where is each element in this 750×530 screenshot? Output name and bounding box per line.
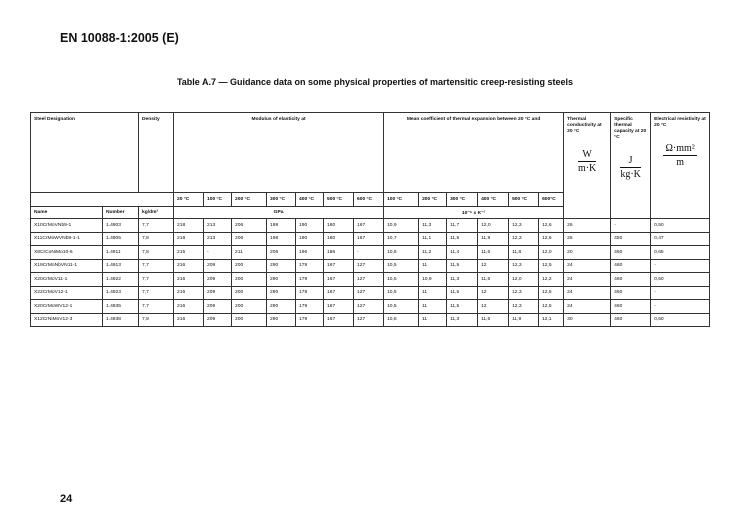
cell-specific-heat: 450 xyxy=(611,232,651,246)
modulus-temp: 100 °C xyxy=(204,193,232,207)
cell-density: 7,7 xyxy=(139,300,174,314)
cell-modulus: 179 xyxy=(296,300,324,314)
cell-modulus: 209 xyxy=(204,259,232,273)
cell-expansion: 12,1 xyxy=(539,313,564,327)
cell-modulus: 209 xyxy=(204,313,232,327)
cell-modulus: 127 xyxy=(354,313,384,327)
cell-modulus: 209 xyxy=(204,286,232,300)
modulus-temp: 500 °C xyxy=(324,193,354,207)
conductivity-unit-numerator: W xyxy=(578,149,596,162)
cell-conductivity: 24 xyxy=(564,273,611,287)
cell-expansion: 12,3 xyxy=(509,286,539,300)
modulus-temp: 400 °C xyxy=(296,193,324,207)
cell-expansion: 10,6 xyxy=(384,246,419,260)
header-name: Name xyxy=(31,207,103,219)
cell-modulus: 216 xyxy=(174,259,204,273)
expansion-temp: 200 °C xyxy=(419,193,447,207)
header-blank xyxy=(31,193,174,207)
cell-modulus: 196 xyxy=(296,246,324,260)
cell-expansion: 10,9 xyxy=(419,273,447,287)
cell-modulus: 218 xyxy=(174,232,204,246)
resistivity-unit-denominator: m xyxy=(676,157,684,168)
properties-table xyxy=(30,112,710,327)
header-thermal-conductivity-cell xyxy=(564,113,611,219)
header-density-unit: kg/dm³ xyxy=(139,207,174,219)
cell-name: X20CrMoWV12-1 xyxy=(31,300,103,314)
cell-modulus: 206 xyxy=(232,219,267,233)
cell-expansion: 12,0 xyxy=(509,273,539,287)
cell-conductivity: 20 xyxy=(564,246,611,260)
cell-number: 1.4913 xyxy=(103,259,139,273)
heat-unit-numerator: J xyxy=(620,155,641,168)
table-row xyxy=(31,300,710,314)
cell-modulus: 179 xyxy=(296,286,324,300)
cell-expansion: 10,7 xyxy=(384,232,419,246)
expansion-temp: 400 °C xyxy=(478,193,509,207)
cell-modulus: 213 xyxy=(204,232,232,246)
header-number: Number xyxy=(103,207,139,219)
header-modulus-unit: GPa xyxy=(174,207,384,219)
cell-expansion: 12,3 xyxy=(509,300,539,314)
cell-modulus: 216 xyxy=(174,273,204,287)
cell-number: 1.4935 xyxy=(103,300,139,314)
cell-number: 1.4911 xyxy=(103,246,139,260)
cell-specific-heat: 460 xyxy=(611,313,651,327)
cell-modulus: 179 xyxy=(296,273,324,287)
header-specific-heat-cell xyxy=(611,113,651,219)
cell-specific-heat: 460 xyxy=(611,273,651,287)
cell-modulus: 211 xyxy=(232,246,267,260)
cell-expansion: 11,5 xyxy=(447,300,478,314)
cell-expansion: 11,5 xyxy=(447,232,478,246)
cell-expansion: 11,8 xyxy=(509,246,539,260)
resistivity-unit-numerator: Ω·mm² xyxy=(665,143,695,154)
cell-number: 1.4923 xyxy=(103,286,139,300)
table-row xyxy=(31,286,710,300)
conductivity-unit-denominator: m·K xyxy=(577,163,597,174)
cell-density: 7,8 xyxy=(139,313,174,327)
cell-expansion: 11 xyxy=(419,286,447,300)
cell-modulus: 200 xyxy=(232,300,267,314)
cell-conductivity: 26 xyxy=(564,232,611,246)
resistivity-unit xyxy=(654,143,706,168)
cell-modulus: 167 xyxy=(354,219,384,233)
cell-expansion: 12,6 xyxy=(539,219,564,233)
cell-expansion: 11 xyxy=(419,259,447,273)
cell-expansion: 11,9 xyxy=(509,313,539,327)
cell-expansion: 12 xyxy=(478,286,509,300)
header-specific-heat: Specific thermal capacity at 20 °C xyxy=(614,117,647,140)
header-steel-designation: Steel Designation xyxy=(31,113,139,193)
document-id: EN 10088-1:2005 (E) xyxy=(60,31,179,45)
cell-conductivity: 24 xyxy=(564,286,611,300)
cell-modulus: 167 xyxy=(324,313,354,327)
cell-expansion: 11,4 xyxy=(447,246,478,260)
modulus-temp: 600 °C xyxy=(354,193,384,207)
cell-modulus: 127 xyxy=(354,259,384,273)
cell-expansion: 10,5 xyxy=(384,259,419,273)
conductivity-unit xyxy=(567,149,607,174)
cell-expansion: 12,6 xyxy=(539,232,564,246)
cell-modulus: 167 xyxy=(324,300,354,314)
cell-resistivity: - xyxy=(651,286,710,300)
cell-density: 7,7 xyxy=(139,286,174,300)
cell-specific-heat: 460 xyxy=(611,246,651,260)
cell-modulus: 167 xyxy=(354,232,384,246)
cell-modulus: 209 xyxy=(204,273,232,287)
cell-expansion: 11 xyxy=(419,313,447,327)
cell-name: X22CrMoV12-1 xyxy=(31,286,103,300)
cell-modulus: 167 xyxy=(324,286,354,300)
cell-expansion: 12,5 xyxy=(539,286,564,300)
header-row-main xyxy=(31,113,710,193)
cell-name: X8CrCoNiMo10-6 xyxy=(31,246,103,260)
cell-expansion: 11 xyxy=(419,300,447,314)
cell-name: X20CrMoV11-1 xyxy=(31,273,103,287)
cell-density: 7,7 xyxy=(139,273,174,287)
cell-resistivity: - xyxy=(651,259,710,273)
cell-conductivity: 26 xyxy=(564,219,611,233)
cell-modulus: 198 xyxy=(267,232,296,246)
cell-expansion: 11,3 xyxy=(447,313,478,327)
cell-modulus: 209 xyxy=(204,300,232,314)
cell-modulus: 198 xyxy=(267,219,296,233)
cell-expansion: 12,5 xyxy=(539,300,564,314)
cell-name: X19CrMoNbVN11-1 xyxy=(31,259,103,273)
cell-modulus: 290 xyxy=(267,273,296,287)
table-title: Table A.7 — Guidance data on some physical properties of martensitic creep-resisting steels xyxy=(176,77,574,87)
cell-expansion: 11,9 xyxy=(478,232,509,246)
page-number: 24 xyxy=(60,493,73,505)
cell-modulus: 290 xyxy=(267,313,296,327)
cell-expansion: 10,5 xyxy=(384,286,419,300)
heat-unit-denominator: kg·K xyxy=(620,169,641,180)
cell-specific-heat: - xyxy=(611,219,651,233)
cell-resistivity: - xyxy=(651,300,710,314)
cell-resistivity: 0,47 xyxy=(651,232,710,246)
cell-expansion: 11,6 xyxy=(478,313,509,327)
cell-modulus: 206 xyxy=(232,232,267,246)
cell-expansion: 12,0 xyxy=(478,219,509,233)
cell-resistivity: 0,60 xyxy=(651,273,710,287)
cell-modulus: 215 xyxy=(174,246,204,260)
cell-expansion: 11,6 xyxy=(478,273,509,287)
cell-modulus: 200 xyxy=(232,313,267,327)
cell-conductivity: 24 xyxy=(564,300,611,314)
table-row xyxy=(31,232,710,246)
cell-modulus: 200 xyxy=(232,273,267,287)
cell-expansion: 12,2 xyxy=(539,273,564,287)
table-row xyxy=(31,259,710,273)
cell-modulus: 290 xyxy=(267,286,296,300)
cell-resistivity: 0,60 xyxy=(651,313,710,327)
cell-expansion: 12,3 xyxy=(509,219,539,233)
cell-resistivity: 0,65 xyxy=(651,246,710,260)
cell-modulus: 190 xyxy=(296,219,324,233)
expansion-temp: 300 °C xyxy=(447,193,478,207)
cell-modulus: 216 xyxy=(174,313,204,327)
cell-modulus: 179 xyxy=(296,313,324,327)
cell-expansion: 11,6 xyxy=(478,246,509,260)
cell-modulus: 190 xyxy=(296,232,324,246)
cell-modulus: 180 xyxy=(324,219,354,233)
cell-resistivity: 0,50 xyxy=(651,219,710,233)
cell-expansion: 10,5 xyxy=(384,300,419,314)
cell-density: 7,7 xyxy=(139,259,174,273)
cell-modulus: 290 xyxy=(267,300,296,314)
cell-modulus: 180 xyxy=(324,232,354,246)
header-thermal-expansion: Mean coefficient of thermal expansion between 20 °C and xyxy=(384,113,564,193)
cell-modulus: 200 xyxy=(232,259,267,273)
table-row xyxy=(31,313,710,327)
cell-modulus: 127 xyxy=(354,273,384,287)
cell-density: 7,8 xyxy=(139,232,174,246)
modulus-temp: 200 °C xyxy=(232,193,267,207)
cell-number: 1.4903 xyxy=(103,219,139,233)
cell-expansion: 12 xyxy=(478,259,509,273)
cell-modulus: 213 xyxy=(204,219,232,233)
cell-expansion: 11,3 xyxy=(447,273,478,287)
cell-number: 1.4938 xyxy=(103,313,139,327)
header-resistivity: Electrical resistivity at 20 °C xyxy=(654,117,706,128)
cell-name: X11CrMoWVNb9-1-1 xyxy=(31,232,103,246)
cell-modulus: 167 xyxy=(324,259,354,273)
cell-expansion: 12,0 xyxy=(539,246,564,260)
cell-modulus: 179 xyxy=(296,259,324,273)
table-body xyxy=(31,113,710,327)
cell-conductivity: 24 xyxy=(564,259,611,273)
cell-modulus: - xyxy=(204,246,232,260)
header-thermal-conductivity: Thermal conductivity at 20 °C xyxy=(567,117,602,134)
cell-expansion: 11,5 xyxy=(447,259,478,273)
cell-expansion: 10,9 xyxy=(384,219,419,233)
cell-modulus: 216 xyxy=(174,286,204,300)
cell-specific-heat: 460 xyxy=(611,300,651,314)
table-row xyxy=(31,219,710,233)
cell-expansion: 10,8 xyxy=(384,313,419,327)
cell-specific-heat: 460 xyxy=(611,286,651,300)
cell-density: 7,8 xyxy=(139,246,174,260)
cell-conductivity: 30 xyxy=(564,313,611,327)
cell-modulus: 206 xyxy=(267,246,296,260)
cell-modulus: 127 xyxy=(354,286,384,300)
heat-unit xyxy=(614,155,647,180)
header-expansion-unit: 10⁻⁶ x K⁻¹ xyxy=(384,207,564,219)
cell-modulus: - xyxy=(354,246,384,260)
expansion-temp: 500 °C xyxy=(509,193,539,207)
cell-expansion: 11,5 xyxy=(447,286,478,300)
cell-modulus: 167 xyxy=(324,273,354,287)
cell-expansion: 12,5 xyxy=(539,259,564,273)
cell-name: X10CrMoVNb9-1 xyxy=(31,219,103,233)
cell-number: 1.4905 xyxy=(103,232,139,246)
cell-expansion: 11,1 xyxy=(419,232,447,246)
cell-modulus: 216 xyxy=(174,300,204,314)
cell-modulus: 200 xyxy=(232,286,267,300)
cell-density: 7,7 xyxy=(139,219,174,233)
cell-name: X12CrNiMoV12-3 xyxy=(31,313,103,327)
modulus-temp: 20 °C xyxy=(174,193,204,207)
expansion-temp: 100 °C xyxy=(384,193,419,207)
cell-modulus: 127 xyxy=(354,300,384,314)
cell-modulus: 186 xyxy=(324,246,354,260)
cell-modulus: 290 xyxy=(267,259,296,273)
modulus-temp: 300 °C xyxy=(267,193,296,207)
cell-expansion: 11,3 xyxy=(419,219,447,233)
cell-number: 1.4922 xyxy=(103,273,139,287)
cell-expansion: 11,7 xyxy=(447,219,478,233)
cell-expansion: 12,3 xyxy=(509,232,539,246)
header-resistivity-cell xyxy=(651,113,710,219)
cell-modulus: 218 xyxy=(174,219,204,233)
expansion-temp: 600°C xyxy=(539,193,564,207)
header-modulus: Modulus of elasticity at xyxy=(174,113,384,193)
header-density: Density xyxy=(139,113,174,193)
cell-specific-heat: 460 xyxy=(611,259,651,273)
cell-expansion: 10,5 xyxy=(384,273,419,287)
table-row xyxy=(31,246,710,260)
cell-expansion: 11,2 xyxy=(419,246,447,260)
table-row xyxy=(31,273,710,287)
cell-expansion: 12,3 xyxy=(509,259,539,273)
cell-expansion: 12 xyxy=(478,300,509,314)
